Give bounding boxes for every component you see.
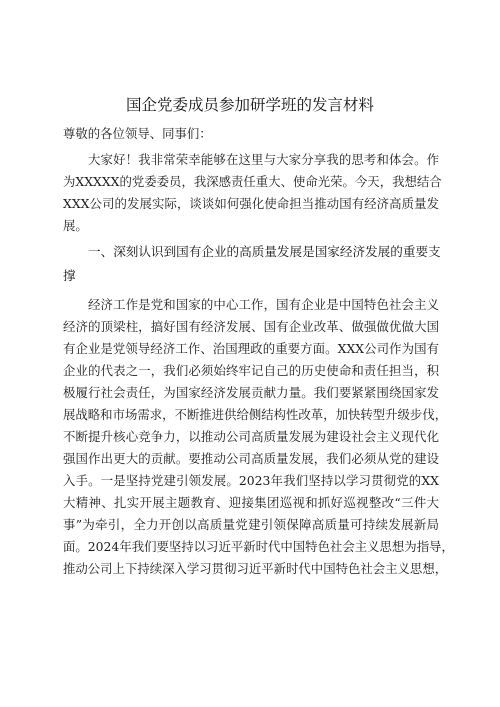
paragraph-line: 为XXXXX的党委委员，我深感责任重大、使命光荣。今天，我想结合 [63,174,442,189]
paragraph-line: 展。 [63,218,88,233]
paragraph-line: 展战略和市场需求，不断推进供给侧结构性改革，加快转型升级步伐， [63,407,448,422]
heading-line: 撑 [63,268,76,283]
heading-line: 一、深刻认识到国有企业的高质量发展是国家经济发展的重要支 [88,244,441,259]
paragraph-line: 大精神、扎实开展主题教育、迎接集团巡视和抓好巡视整改“三件大 [63,495,439,510]
paragraph-line: 有企业是党领导经济工作、治国理政的重要方面。XXX公司作为国有 [63,341,439,356]
paragraph-line: 极履行社会责任，为国家经济发展贡献力量。我们要紧紧围绕国家发 [63,385,439,400]
section-heading [63,240,439,288]
paragraph-line: 经济工作是党和国家的中心工作，国有企业是中国特色社会主义 [88,297,439,312]
greeting-line: 尊敬的各位领导、同事们： [63,126,212,141]
paragraph-line: 大家好！我非常荣幸能够在这里与大家分享我的思考和体会。作 [88,152,439,167]
paragraph-line: 入手。一是坚持党建引领发展。2023年我们坚持以学习贯彻党的XX [63,473,439,488]
section-body-paragraph [63,294,454,580]
paragraph-line: 面。2024年我们要坚持以习近平新时代中国特色社会主义思想为指导， [63,539,454,554]
paragraph-line: 强国作出更大的贡献。要推动公司高质量发展，我们必须从党的建设 [63,451,439,466]
paragraph-line: 推动公司上下持续深入学习贯彻习近平新时代中国特色社会主义思想， [63,561,448,576]
document-title: 国企党委成员参加研学班的发言材料 [125,96,374,114]
paragraph-line: 事”为牵引，全力开创以高质量党建引领保障高质量可持续发展新局 [63,517,439,532]
paragraph-line: 企业的代表之一，我们必须始终牢记自己的历史使命和责任担当，积 [63,363,439,378]
paragraph-line: XXX公司的发展实际，谈谈如何强化使命担当推动国有经济高质量发 [63,196,439,211]
paragraph-line: 不断提升核心竞争力，以推动公司高质量发展为建设社会主义现代化 [63,429,439,444]
paragraph-line: 经济的顶梁柱，搞好国有经济发展、国有企业改革、做强做优做大国 [63,319,439,334]
intro-paragraph [63,149,442,237]
